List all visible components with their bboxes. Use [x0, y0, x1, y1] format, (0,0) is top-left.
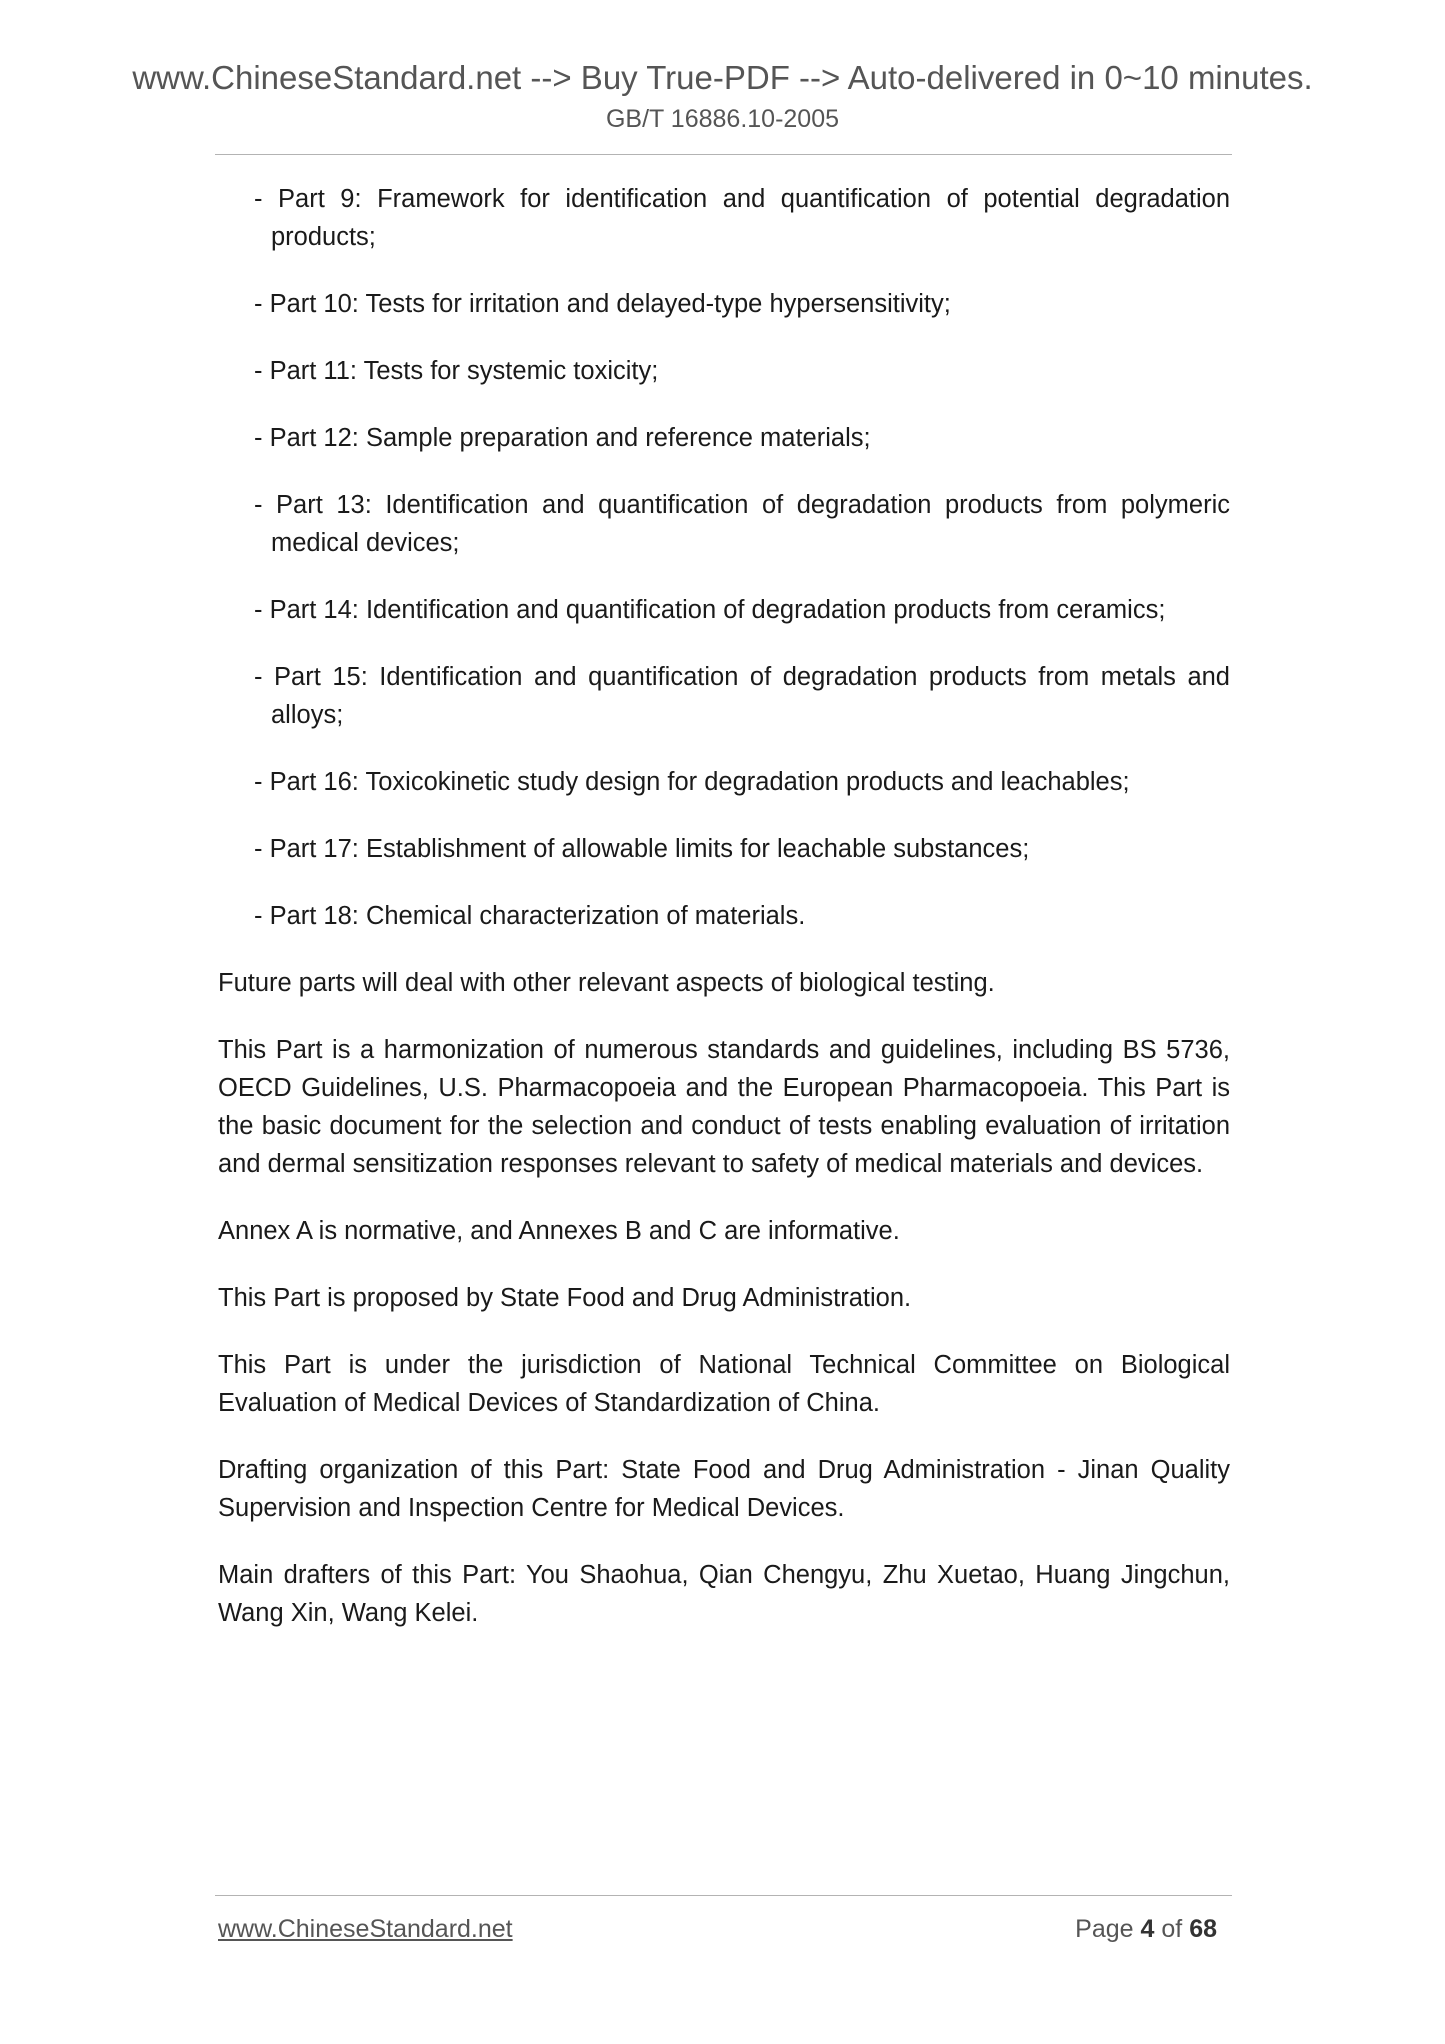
body-paragraph: This Part is proposed by State Food and Drug Administration. [218, 1284, 912, 1312]
document-body [218, 180, 1230, 1661]
standard-code: GB/T 16886.10-2005 [605, 105, 840, 133]
page-number [1075, 1914, 1217, 1944]
part-list-item: - Part 11: Tests for systemic toxicity; [254, 357, 659, 385]
body-paragraph: This Part is under the jurisdiction of National Technical Committee on Biological Evaluation of Medical Devices of Standardization of China. [218, 1351, 1230, 1417]
footer-website-link[interactable]: www.ChineseStandard.net [218, 1915, 513, 1943]
part-list-item: - Part 9: Framework for identification and quantification of potential degradation products; [254, 185, 1230, 251]
body-paragraph: Annex A is normative, and Annexes B and C are informative. [218, 1217, 900, 1245]
body-paragraph: This Part is a harmonization of numerous standards and guidelines, including BS 5736, OECD Guidelines, U.S. Pharmacopoeia and the European Pharmacopoeia. This Part is the basic document for the selection and conduct of tests enabling evaluation of irritation and dermal sensitization responses relevant to safety of medical materials and devices. [218, 1036, 1230, 1178]
header-banner[interactable]: www.ChineseStandard.net --> Buy True-PDF --> Auto-delivered in 0~10 minutes. [132, 59, 1313, 96]
body-paragraph: Main drafters of this Part: You Shaohua, Qian Chengyu, Zhu Xuetao, Huang Jingchun, Wang Xin, Wang Kelei. [218, 1561, 1230, 1627]
header-divider [215, 154, 1232, 155]
footer-divider [215, 1895, 1232, 1896]
body-paragraph: Drafting organization of this Part: State Food and Drug Administration - Jinan Quality Supervision and Inspection Centre for Medical Devices. [218, 1456, 1230, 1522]
total-pages: 68 [1189, 1915, 1217, 1943]
current-page: 4 [1140, 1915, 1155, 1943]
part-list-item: - Part 15: Identification and quantification of degradation products from metals and alloys; [254, 663, 1230, 729]
part-list-item: - Part 10: Tests for irritation and delayed-type hypersensitivity; [254, 290, 951, 318]
part-list-item: - Part 17: Establishment of allowable limits for leachable substances; [254, 835, 1030, 863]
part-list-item: - Part 14: Identification and quantification of degradation products from ceramics; [254, 596, 1166, 624]
page-label: Page [1075, 1915, 1134, 1943]
body-paragraph: Future parts will deal with other relevant aspects of biological testing. [218, 969, 995, 997]
part-list-item: - Part 12: Sample preparation and reference materials; [254, 424, 871, 452]
page-of-label: of [1161, 1915, 1183, 1943]
part-list-item: - Part 16: Toxicokinetic study design for degradation products and leachables; [254, 768, 1130, 796]
part-list-item: - Part 18: Chemical characterization of materials. [254, 902, 806, 930]
part-list-item: - Part 13: Identification and quantification of degradation products from polymeric medical devices; [254, 491, 1230, 557]
